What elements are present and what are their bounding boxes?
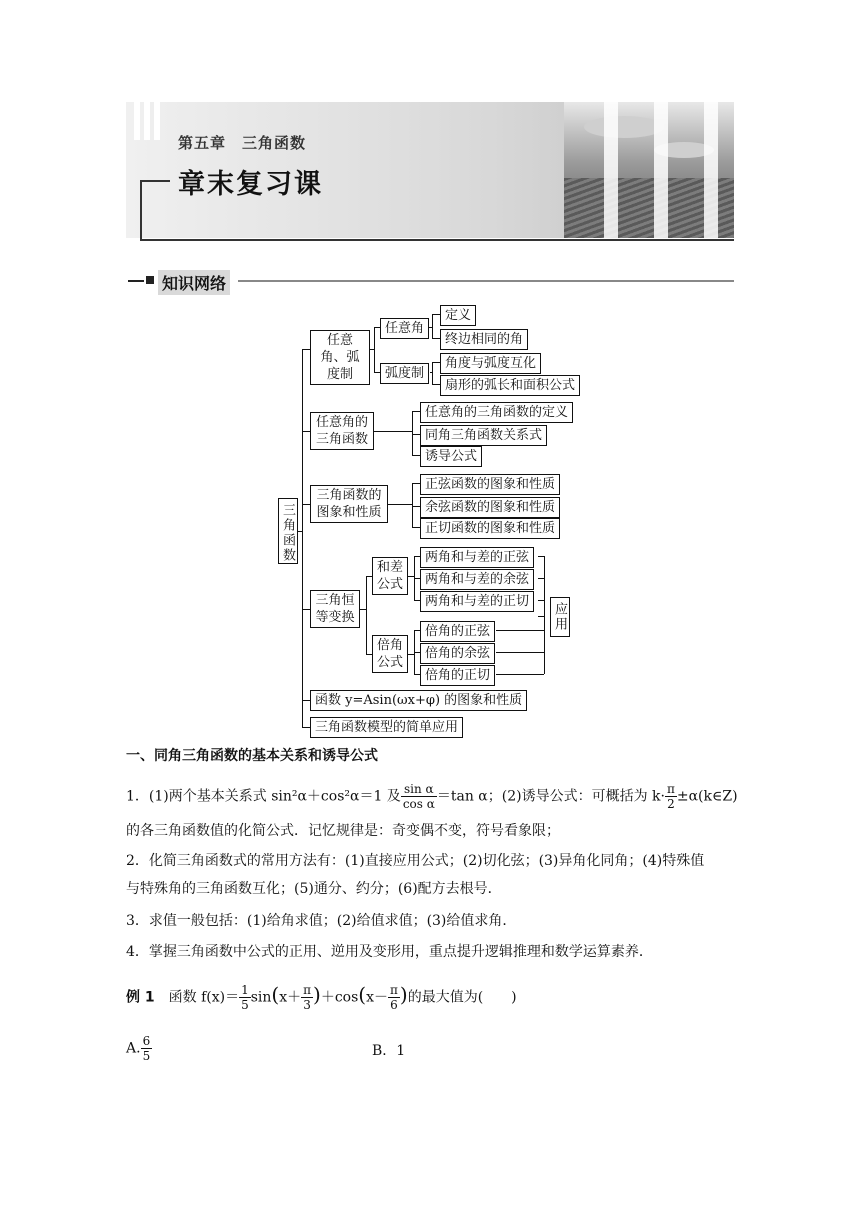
connector-line [302, 727, 310, 728]
mindmap-node: 两角和与差的正弦 [420, 547, 534, 568]
mindmap-node: 倍角公式 [372, 635, 408, 673]
connector-line [412, 455, 420, 456]
mindmap-node: 应用 [550, 597, 570, 637]
connector-line [544, 556, 545, 674]
connector-line [496, 630, 544, 631]
mindmap-node: 两角和与差的余弦 [420, 569, 534, 590]
connector-line [412, 483, 420, 484]
connector-line [432, 338, 440, 339]
fraction: $\frac{\text{sin α}}{\text{cos α}}$ [402, 782, 435, 811]
connector-line [374, 431, 412, 432]
mindmap-node: 三角函数的图象和性质 [310, 485, 388, 523]
connector-line [302, 349, 310, 350]
mindmap-node: 任意角的三角函数 [310, 412, 374, 450]
banner-stripe [134, 102, 140, 140]
mindmap-node: 同角三角函数关系式 [420, 425, 547, 446]
connector-line [412, 483, 413, 527]
section-heading: 一、同角三角函数的基本关系和诱导公式 [126, 748, 378, 764]
connector-line [412, 527, 420, 528]
paragraph-line: 3．求值一般包括：(1)给角求值；(2)给值求值；(3)给值求角． [126, 913, 517, 929]
section-marker [146, 276, 154, 284]
photo-band [704, 102, 718, 238]
connector-line [432, 362, 433, 384]
option-b[interactable]: B．1 [372, 1043, 406, 1059]
mindmap-node: 诱导公式 [420, 446, 482, 467]
mindmap-node: 任意角的三角函数的定义 [420, 402, 573, 423]
banner-stripe [154, 102, 160, 140]
paragraph-line: 4．掌握三角函数中公式的正用、逆用及变形用，重点提升逻辑推理和数学运算素养． [126, 944, 653, 960]
mindmap-node: 弧度制 [380, 363, 429, 384]
section-rule [128, 280, 144, 282]
connector-line [366, 576, 367, 654]
mindmap-node: 三角恒等变换 [310, 590, 360, 628]
mindmap-node: 扇形的弧长和面积公式 [440, 375, 580, 396]
mindmap-node: 角度与弧度互化 [440, 353, 541, 374]
connector-line [388, 504, 412, 505]
mindmap-node: 终边相同的角 [440, 329, 528, 350]
banner-stripe [144, 102, 150, 140]
section-rule [238, 280, 734, 282]
example-question: 例 1 函数 f(x)＝ $\frac{1}{5}$ sin(x＋ $\frac{\pi}{3}$ )＋cos(x－ $\frac{\pi}{6}$ )的最大值为( ) [126, 982, 517, 1012]
mindmap-node: 正切函数的图象和性质 [420, 518, 560, 539]
fraction: $\frac{6}{5}$ [142, 1034, 151, 1063]
mindmap-node: 余弦函数的图象和性质 [420, 497, 560, 518]
mindmap-node: 定义 [440, 305, 476, 326]
connector-line [302, 431, 310, 432]
connector-line [374, 327, 375, 372]
connector-line [302, 609, 310, 610]
connector-line [302, 349, 303, 727]
connector-line [302, 504, 310, 505]
mindmap-node: 三角函数模型的简单应用 [310, 717, 463, 738]
photo-band [654, 102, 668, 238]
mindmap-root: 三角函数 [278, 498, 298, 564]
mindmap-node: 函数 y=Asin(ωx+φ) 的图象和性质 [310, 690, 527, 711]
fraction: $\frac{\pi}{6}$ [390, 983, 398, 1012]
mindmap-node: 和差公式 [372, 557, 408, 595]
fraction: $\frac{1}{5}$ [241, 983, 249, 1012]
banner-rule [140, 182, 142, 240]
banner-rule [140, 239, 734, 241]
example-label: 例 1 [126, 989, 155, 1006]
connector-line [412, 411, 420, 412]
connector-line [412, 506, 420, 507]
mindmap-node: 正弦函数的图象和性质 [420, 474, 560, 495]
paragraph-line: 2．化简三角函数式的常用方法有：(1)直接应用公式；(2)切化弦；(3)异角化同角；(4)特殊值 [126, 853, 705, 869]
paragraph-line: 1．(1)两个基本关系式 sin²α＋cos²α＝1 及 $\frac{\text{sin α}}{\text{cos α}}$ ＝tan α；(2)诱导公式：可概括为 k· $\frac{\pi}{2}$ ±α(k∈Z) [126, 782, 738, 811]
connector-line [538, 616, 544, 617]
connector-line [432, 314, 433, 338]
page-title: 章末复习课 [178, 169, 323, 200]
connector-line [432, 314, 440, 315]
mindmap-node: 倍角的正弦 [420, 621, 495, 642]
connector-line [496, 674, 544, 675]
banner-rule [140, 180, 170, 182]
banner-photo [564, 102, 734, 238]
connector-line [412, 434, 420, 435]
fraction: $\frac{\pi}{3}$ [303, 983, 312, 1012]
photo-band [604, 102, 618, 238]
photo-disc [584, 116, 664, 138]
mindmap-node: 任意角、弧度制 [310, 330, 370, 385]
fraction: $\frac{\pi}{2}$ [666, 782, 675, 811]
paragraph-line: 的各三角函数值的化简公式．记忆规律是：奇变偶不变，符号看象限； [126, 823, 560, 839]
option-a[interactable]: A. $\frac{6}{5}$ [126, 1034, 151, 1063]
mindmap-node: 两角和与差的正切 [420, 591, 534, 612]
connector-line [496, 652, 544, 653]
section-heading: 知识网络 [158, 270, 230, 295]
connector-line [302, 700, 310, 701]
mindmap-node: 倍角的正切 [420, 665, 495, 686]
connector-line [432, 362, 440, 363]
connector-line [412, 411, 413, 455]
mindmap-node: 任意角 [380, 318, 429, 339]
connector-line [432, 384, 440, 385]
mindmap-node: 倍角的余弦 [420, 643, 495, 664]
paragraph-line: 与特殊角的三角函数互化；(5)通分、约分；(6)配方去根号． [126, 881, 502, 897]
chapter-label: 第五章 三角函数 [178, 134, 307, 152]
